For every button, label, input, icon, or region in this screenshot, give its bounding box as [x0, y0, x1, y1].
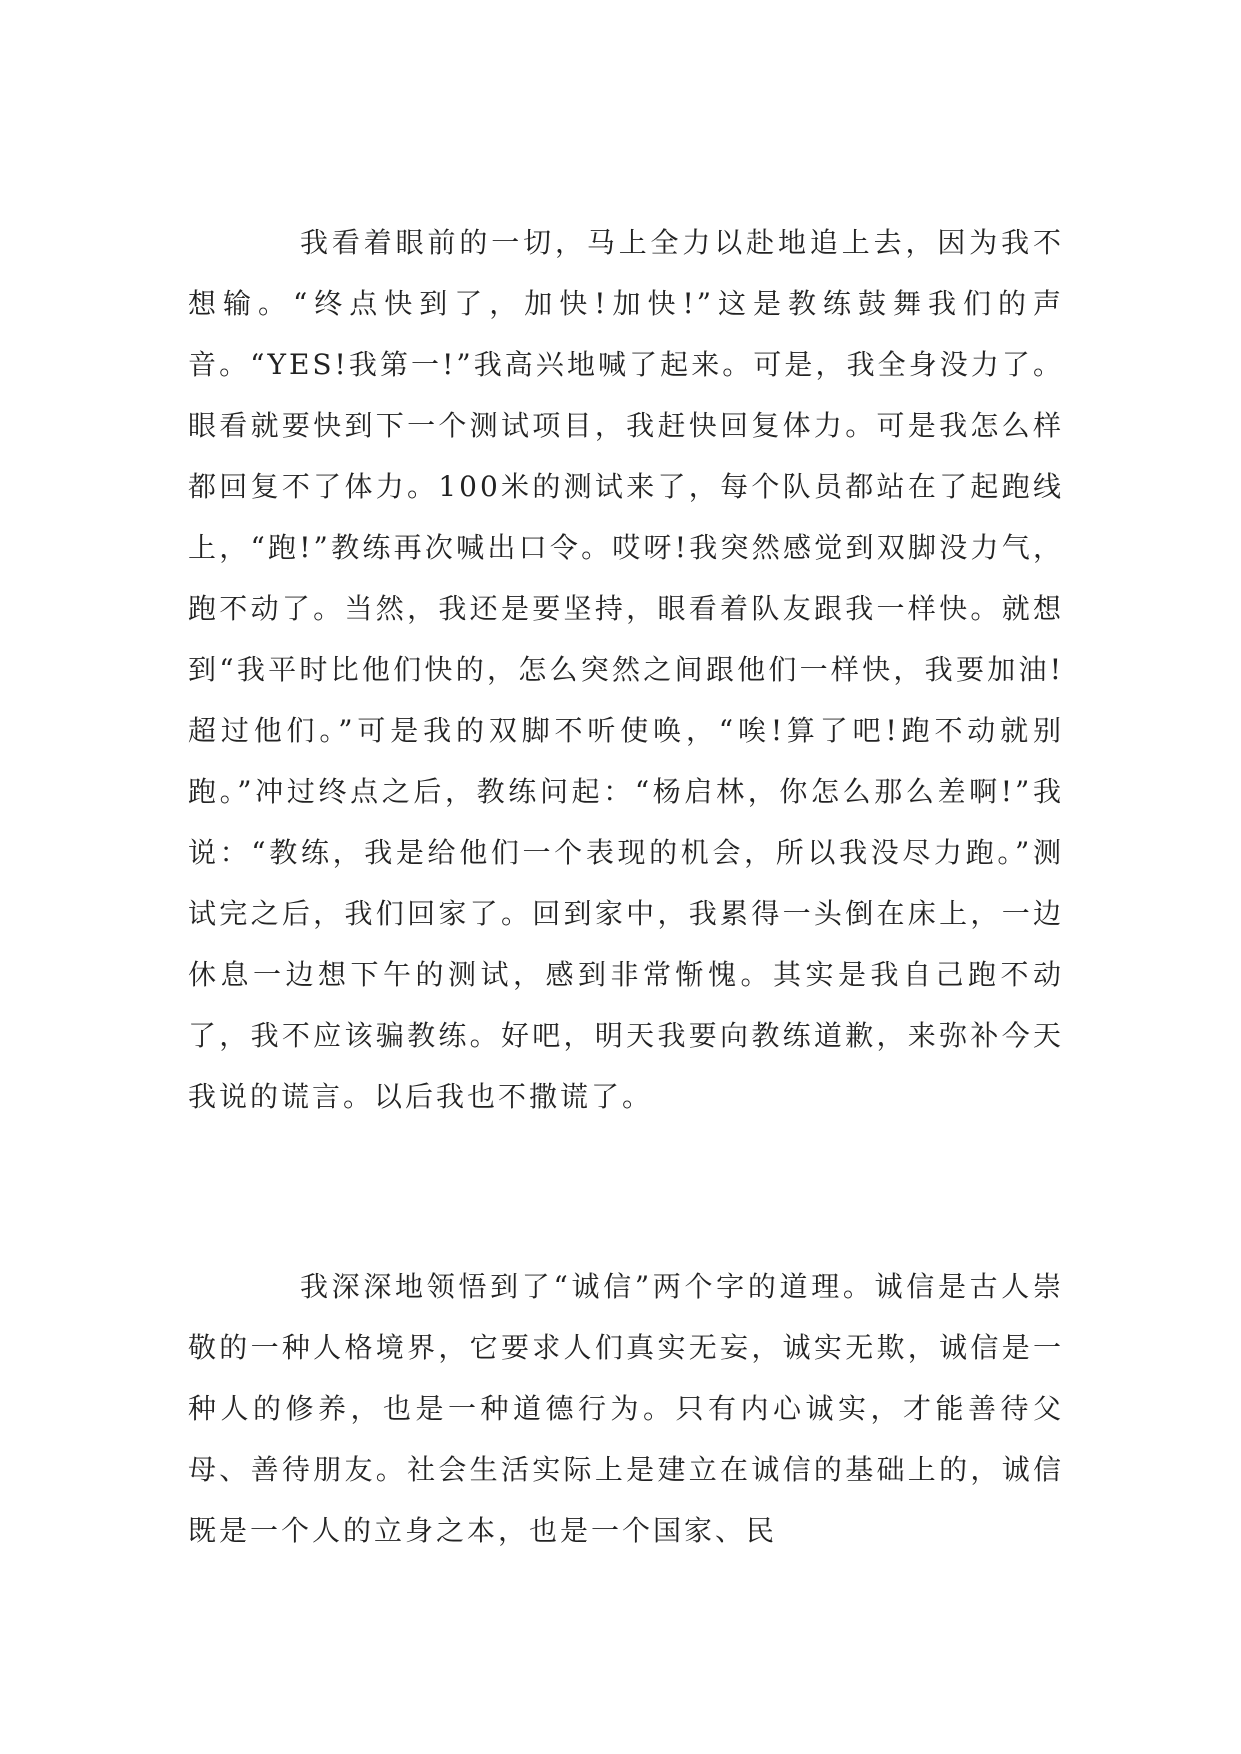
paragraph-1: 我看着眼前的一切，马上全力以赴地追上去，因为我不想输。“终点快到了，加快!加快!”这是教练鼓舞我们的声音。“YES!我第一!”我高兴地喊了起来。可是，我全身没力了。眼看就要快到下一个测试项目，我赶快回复体力。可是我怎么样都回复不了体力。100米的测试来了，每个队员都站在了起跑线上，“跑!”教练再次喊出口令。哎呀!我突然感觉到双脚没力气，跑不动了。当然，我还是要坚持，眼看着队友跟我一样快。就想到“我平时比他们快的，怎么突然之间跟他们一样快，我要加油!超过他们。”可是我的双脚不听使唤，“唉!算了吧!跑不动就别跑。”冲过终点之后，教练问起：“杨启林，你怎么那么差啊!”我说：“教练，我是给他们一个表现的机会，所以我没尽力跑。”测试完之后，我们回家了。回到家中，我累得一头倒在床上，一边休息一边想下午的测试，感到非常惭愧。其实是我自己跑不动了，我不应该骗教练。好吧，明天我要向教练道歉，来弥补今天我说的谎言。以后我也不撒谎了。 — [188, 226, 1064, 1113]
paragraph-2: 我深深地领悟到了“诚信”两个字的道理。诚信是古人崇敬的一种人格境界，它要求人们真实无妄，诚实无欺，诚信是一种人的修养，也是一种道德行为。只有内心诚实，才能善待父母、善待朋友。社会生活实际上是建立在诚信的基础上的，诚信既是一个人的立身之本，也是一个国家、民 — [188, 1270, 1064, 1547]
